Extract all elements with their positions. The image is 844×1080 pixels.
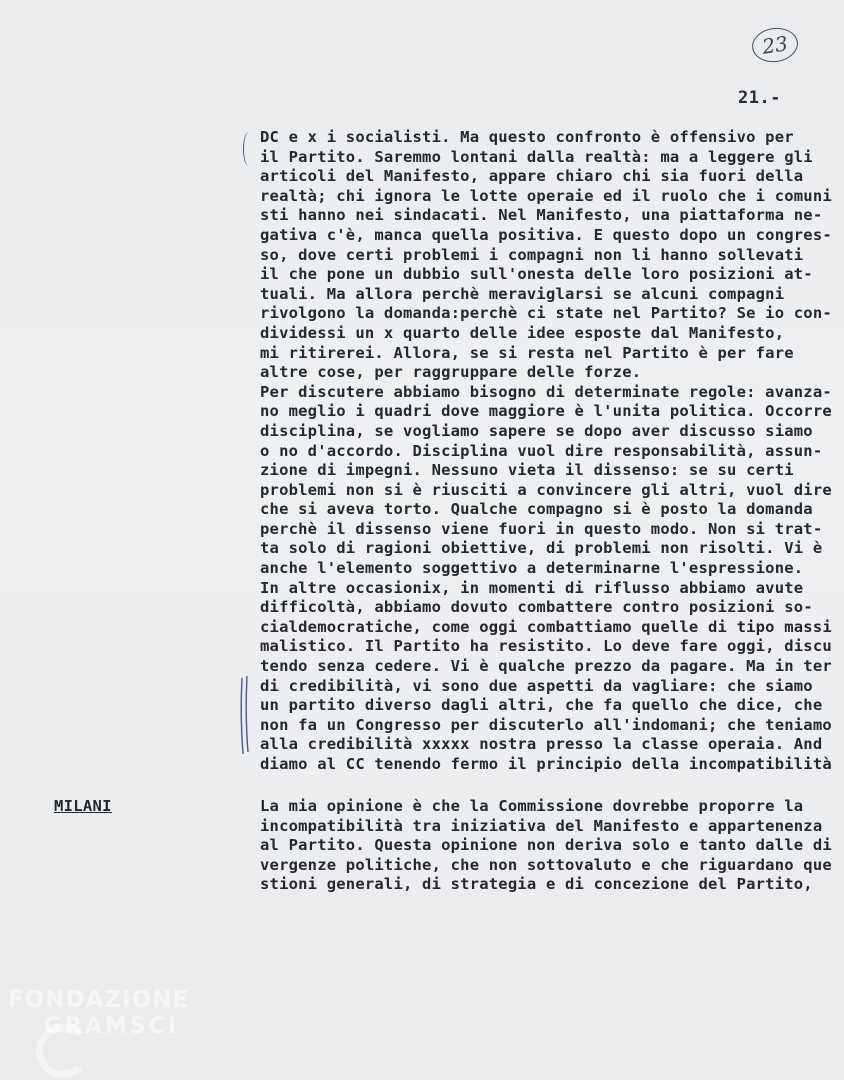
watermark-line-2: GRAMSCI	[44, 1014, 180, 1039]
text-line: vergenze politiche, che non sottovaluto e che riguardano que	[260, 855, 832, 874]
text-line: zione di impegni. Nessuno vieta il dissenso: se su certi	[260, 461, 794, 480]
text-line: dividessi un x quarto delle idee esposte dal Manifesto,	[260, 323, 785, 342]
text-line: ta solo di ragioni obiettive, di problemi non risolti. Vi è	[260, 539, 823, 558]
archive-number-stamp	[750, 25, 800, 65]
text-line: no meglio i quadri dove maggiore è l'unita politica. Occorre	[260, 402, 832, 421]
text-line: altre cose, per raggruppare delle forze.	[260, 363, 642, 382]
text-line: tuali. Ma allora perchè meraviglarsi se alcuni compagni	[260, 284, 785, 303]
watermark-line-1: FONDAZIONE	[8, 987, 190, 1013]
text-line: difficoltà, abbiamo dovuto combattere contro posizioni so-	[260, 598, 813, 617]
margin-bracket-mark	[243, 132, 254, 166]
text-line: al Partito. Questa opinione non deriva solo e tanto dalle di	[260, 836, 832, 855]
text-line: anche l'elemento soggettivo a determinarne l'espressione.	[260, 559, 804, 578]
text-line: tendo senza cedere. Vi è qualche prezzo da pagare. Ma in ter	[260, 657, 832, 676]
text-line: La mia opinione è che la Commissione dovrebbe proporre la	[260, 797, 804, 815]
text-line: stioni generali, di strategia e di concezione del Partito,	[260, 875, 813, 894]
text-line: gativa c'è, manca quella positiva. E questo dopo un congres-	[260, 225, 832, 244]
text-line: perchè il dissenso viene fuori in questo modo. Non si trat-	[260, 519, 823, 538]
speech-text-previous-speaker	[260, 128, 832, 775]
text-line: problemi non si è riusciti a convincere gli altri, vuol dire	[260, 480, 832, 499]
text-line: so, dove certi problemi i compagni non li hanno sollevati	[260, 245, 804, 264]
text-line: disciplina, se vogliamo sapere se dopo aver discusso siamo	[260, 421, 813, 440]
margin-double-line-mark	[237, 676, 253, 756]
text-line: DC e x i socialisti. Ma questo confronto è offensivo per	[260, 128, 794, 146]
text-line: che si aveva torto. Qualche compagno si è posto la domanda	[260, 500, 813, 519]
page-number: 21.-	[738, 88, 781, 108]
text-line: un partito diverso dagli altri, che fa quello che dice, che	[260, 696, 823, 715]
archive-watermark	[8, 986, 189, 1040]
text-line: di credibilità, vi sono due aspetti da vagliare: che siamo	[260, 676, 813, 695]
text-line: rivolgono la domanda:perchè ci state nel Partito? Se io con-	[260, 304, 832, 323]
text-line: o no d'accordo. Disciplina vuol dire responsabilità, assun-	[260, 441, 823, 460]
text-line: alla credibilità xxxxx nostra presso la classe operaia. And	[260, 735, 823, 754]
text-line: articoli del Manifesto, appare chiaro chi sia fuori della	[260, 167, 804, 186]
text-line: malistico. Il Partito ha resistito. Lo deve fare oggi, discu	[260, 637, 832, 656]
archive-number: 23	[760, 31, 790, 59]
text-line: cialdemocratiche, come oggi combattiamo quelle di tipo massi	[260, 617, 832, 636]
text-line: In altre occasionix, in momenti di riflusso abbiamo avute	[260, 578, 804, 597]
text-line: Per discutere abbiamo bisogno di determinate regole: avanza-	[260, 382, 832, 401]
text-line: non fa un Congresso per discuterlo all'indomani; che teniamo	[260, 715, 832, 734]
text-line: il Partito. Saremmo lontani dalla realtà: ma a leggere gli	[260, 147, 813, 166]
text-line: mi ritirerei. Allora, se si resta nel Partito è per fare	[260, 343, 794, 362]
text-line: il che pone un dubbio sull'onesta delle loro posizioni at-	[260, 265, 813, 284]
speaker-name: MILANI	[54, 797, 112, 815]
watermark-logo-icon	[36, 1024, 90, 1078]
text-line: diamo al CC tenendo fermo il principio della incompatibilità	[260, 755, 832, 773]
text-line: incompatibilità tra iniziativa del Manifesto e appartenenza	[260, 816, 823, 835]
text-line: sti hanno nei sindacati. Nel Manifesto, una piattaforma ne-	[260, 206, 823, 225]
text-line: realtà; chi ignora le lotte operaie ed il ruolo che i comuni	[260, 186, 832, 205]
speech-text-milani	[260, 797, 832, 895]
